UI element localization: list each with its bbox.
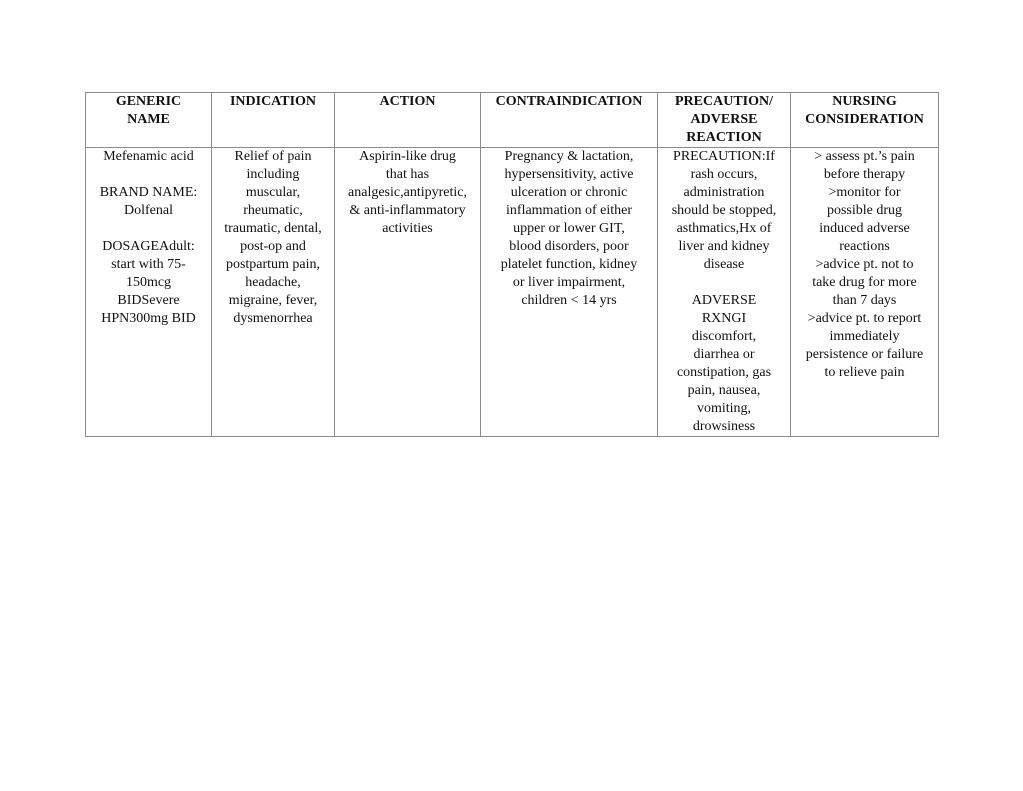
drug-study-table <box>85 92 939 437</box>
cell-precaution-adverse-reaction <box>658 148 791 437</box>
adverse-line: pain, nausea, <box>687 383 761 398</box>
table-header-row <box>86 93 939 148</box>
contraindication-line: ulceration or chronic <box>510 185 628 200</box>
indication-line: postpartum pain, <box>225 257 321 272</box>
cell-nursing-consideration <box>791 148 939 437</box>
indication-line: post-op and <box>240 239 306 254</box>
nursing-line: >advice pt. not to <box>815 257 914 272</box>
nursing-line: persistence or failure <box>805 347 924 362</box>
indication-line: headache, <box>245 275 301 290</box>
header-line: GENERIC <box>115 94 182 109</box>
nursing-line: >advice pt. to report <box>807 311 922 326</box>
header-line: PRECAUTION/ <box>674 94 773 109</box>
contraindication-line: platelet function, kidney <box>500 257 638 272</box>
header-line: CONSIDERATION <box>805 112 924 127</box>
dosage-line: HPN300mg BID <box>101 311 196 326</box>
nursing-line: immediately <box>829 329 900 344</box>
cell-generic-name <box>86 148 212 437</box>
indication-line: rheumatic, <box>243 203 303 218</box>
spacer <box>660 274 788 292</box>
header-line: INDICATION <box>229 94 317 109</box>
spacer <box>88 166 209 184</box>
precaution-line: asthmatics,Hx of <box>676 221 772 236</box>
precaution-line: disease <box>703 257 745 272</box>
indication-line: traumatic, dental, <box>224 221 322 236</box>
nursing-line: > assess pt.’s pain <box>814 149 915 164</box>
header-precaution-adverse-reaction <box>658 93 791 148</box>
adverse-line: discomfort, <box>691 329 757 344</box>
indication-line: Relief of pain <box>234 149 312 164</box>
nursing-line: >monitor for <box>828 185 901 200</box>
dosage-line: start with 75- <box>111 257 186 272</box>
action-line: & anti-inflammatory <box>349 203 466 218</box>
header-contraindication <box>481 93 658 148</box>
header-line: REACTION <box>686 130 762 145</box>
header-line: NAME <box>127 112 170 127</box>
contraindication-line: or liver impairment, <box>512 275 626 290</box>
action-line: that has <box>385 167 430 182</box>
nursing-line: than 7 days <box>832 293 897 308</box>
action-line: activities <box>382 221 433 236</box>
contraindication-line: Pregnancy & lactation, <box>504 149 634 164</box>
contraindication-line: children < 14 yrs <box>521 293 617 308</box>
contraindication-line: upper or lower GIT, <box>513 221 625 236</box>
dosage-line: DOSAGEAdult: <box>102 239 195 254</box>
indication-line: dysmenorrhea <box>233 311 313 326</box>
header-line: ADVERSE <box>690 112 758 127</box>
dosage-line: BIDSevere <box>117 293 180 308</box>
action-line: analgesic,antipyretic, <box>348 185 467 200</box>
precaution-line: administration <box>683 185 765 200</box>
adverse-line: vomiting, <box>696 401 752 416</box>
indication-line: including <box>246 167 300 182</box>
brand-name-label: BRAND NAME: <box>99 185 198 200</box>
contraindication-line: inflammation of either <box>506 203 632 218</box>
precaution-line: liver and kidney <box>678 239 770 254</box>
header-line: CONTRAINDICATION <box>495 94 643 109</box>
adverse-line: drowsiness <box>692 419 756 434</box>
brand-name-text: Dolfenal <box>124 203 173 218</box>
nursing-line: before therapy <box>823 167 906 182</box>
adverse-line: ADVERSE <box>691 293 757 308</box>
cell-indication <box>212 148 335 437</box>
spacer <box>88 220 209 238</box>
generic-name-text: Mefenamic acid <box>103 149 194 164</box>
header-nursing-consideration <box>791 93 939 148</box>
contraindication-line: blood disorders, poor <box>509 239 629 254</box>
action-line: Aspirin-like drug <box>359 149 456 164</box>
header-action <box>335 93 481 148</box>
indication-line: migraine, fever, <box>228 293 318 308</box>
nursing-line: take drug for more <box>812 275 917 290</box>
adverse-line: RXNGI <box>701 311 747 326</box>
adverse-line: diarrhea or <box>693 347 755 362</box>
cell-contraindication <box>481 148 658 437</box>
precaution-line: rash occurs, <box>690 167 758 182</box>
adverse-line: constipation, gas <box>676 365 772 380</box>
nursing-line: to relieve pain <box>824 365 905 380</box>
indication-line: muscular, <box>245 185 301 200</box>
nursing-line: possible drug <box>826 203 903 218</box>
header-line: NURSING <box>832 94 897 109</box>
table-row <box>86 148 939 437</box>
header-indication <box>212 93 335 148</box>
nursing-line: reactions <box>839 239 890 254</box>
precaution-line: PRECAUTION:If <box>673 149 775 164</box>
contraindication-line: hypersensitivity, active <box>504 167 634 182</box>
dosage-line: 150mcg <box>125 275 172 290</box>
precaution-line: should be stopped, <box>671 203 777 218</box>
header-generic-name <box>86 93 212 148</box>
nursing-line: induced adverse <box>819 221 910 236</box>
cell-action <box>335 148 481 437</box>
header-line: ACTION <box>379 94 436 109</box>
